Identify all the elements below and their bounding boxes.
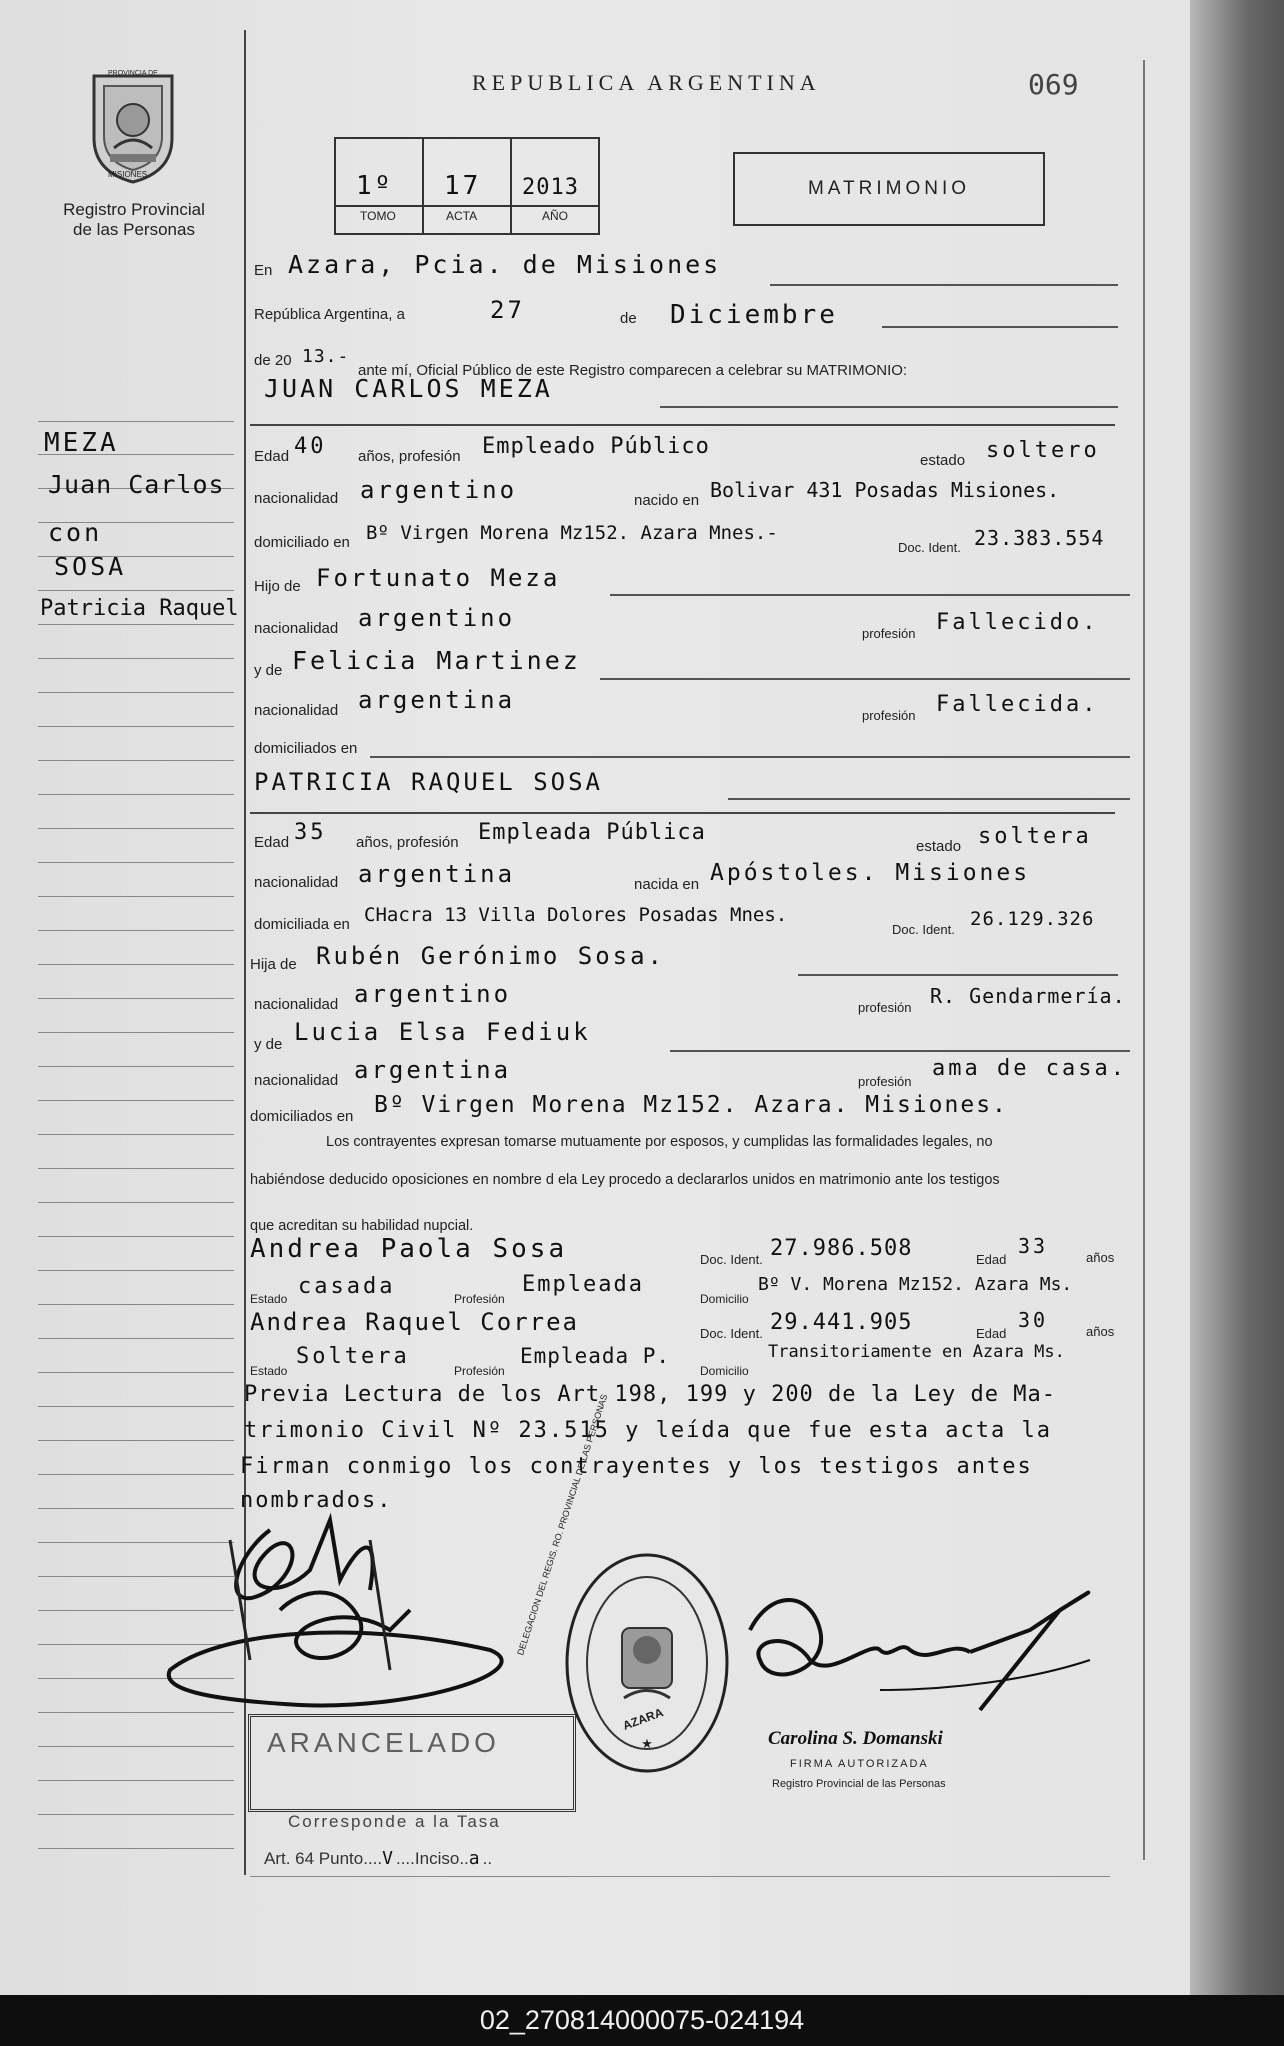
bride-mother-nat-label: nacionalidad: [254, 1072, 339, 1089]
groom-yde-label: y de: [254, 662, 283, 679]
witness1-edad-label: Edad: [976, 1252, 1007, 1267]
republica-label: República Argentina, a: [254, 306, 405, 323]
bride-doc: 26.129.326: [970, 908, 1095, 930]
country-title: REPUBLICA ARGENTINA: [472, 70, 821, 95]
margin-name-bride: Patricia Raquel: [40, 596, 239, 621]
row-groom-mother-nat: [250, 686, 1130, 726]
margin-surname-groom: MEZA: [44, 428, 119, 458]
bride-mother-profession: ama de casa.: [932, 1056, 1127, 1081]
bride-hija-label: Hija de: [250, 956, 297, 973]
registry-name-line2: de las Personas: [73, 220, 195, 239]
witness2-doc: 29.441.905: [770, 1310, 913, 1335]
groom-nationality: argentino: [360, 476, 518, 504]
groom-doc-label: Doc. Ident.: [898, 540, 961, 555]
margin-con: con: [48, 518, 103, 547]
bride-profesion-label: años, profesión: [356, 834, 459, 851]
witness2-civil-state: Soltera: [296, 1344, 410, 1369]
acta-value: 17: [444, 171, 482, 201]
book-edge: [1190, 0, 1284, 1995]
tasa-line1: Corresponde a la Tasa: [288, 1812, 501, 1831]
bride-domicilio-label: domiciliada en: [254, 916, 350, 933]
witness1-doc-label: Doc. Ident.: [700, 1252, 763, 1267]
groom-hijo-label: Hijo de: [254, 578, 301, 595]
row-bride-parents-address: [250, 1092, 1130, 1132]
bride-mother: Lucia Elsa Fediuk: [294, 1018, 591, 1046]
bride-father-nationality: argentino: [354, 980, 512, 1008]
margin-surname-bride: SOSA: [54, 552, 127, 581]
groom-mother-nat-label: nacionalidad: [254, 702, 339, 719]
row-groom-mother: [250, 644, 1130, 684]
witness1-name: Andrea Paola Sosa: [250, 1234, 568, 1264]
bride-estado-label: estado: [916, 838, 962, 855]
bride-nacionalidad-label: nacionalidad: [254, 874, 339, 891]
witness1-anos-label: años: [1086, 1250, 1115, 1265]
groom-edad-label: Edad: [254, 448, 290, 465]
tasa-line2: Art. 64 Punto....V....Inciso..a..: [264, 1848, 493, 1869]
groom-mother: Felicia Martinez: [292, 646, 581, 675]
groom-mother-prof-label: profesión: [862, 708, 916, 723]
row-bride-address: [250, 900, 1130, 940]
bride-father: Rubén Gerónimo Sosa.: [316, 942, 665, 970]
witness2-dom-label: Domicilio: [700, 1364, 749, 1378]
row-groom-address: [250, 518, 1130, 558]
witness2-estado-label: Estado: [250, 1364, 288, 1378]
groom-age: 40: [294, 434, 327, 459]
registry-seal: [562, 1548, 732, 1778]
official-org: Registro Provincial de las Personas: [772, 1778, 946, 1790]
bride-edad-label: Edad: [254, 834, 290, 851]
bride-parents-dom-label: domiciliados en: [250, 1108, 354, 1125]
closing-line1: Previa Lectura de los Art 198, 199 y 200 de la Ley de Ma-: [244, 1382, 1056, 1407]
row-bride-mother-nat: [250, 1056, 1130, 1096]
seal-text: DELEGACION DEL REGIS. RO. PROVINCIAL DE LAS PERSONAS: [515, 1392, 610, 1657]
right-border: [1143, 60, 1145, 1860]
groom-father: Fortunato Meza: [316, 564, 561, 592]
official-signature: [730, 1570, 1110, 1720]
file-code-bar: [0, 1995, 1284, 2046]
arancelado-stamp: [248, 1714, 576, 1812]
row-bride-father-nat: [250, 980, 1130, 1020]
svg-text:★: ★: [641, 1736, 653, 1751]
declaration-line1: Los contrayentes expresan tomarse mutuamente por esposos, y cumplidas las formalidades legales, no: [326, 1134, 993, 1150]
bride-parents-address: Bº Virgen Morena Mz152. Azara. Misiones.: [374, 1092, 1008, 1118]
row-groom-father-nat: [250, 604, 1130, 644]
bride-father-prof-label: profesión: [858, 1000, 912, 1015]
witness2-prof-label: Profesión: [454, 1364, 505, 1378]
bride-doc-label: Doc. Ident.: [892, 922, 955, 937]
row-witness2-details: [250, 1342, 1130, 1382]
groom-father-nat-label: nacionalidad: [254, 620, 339, 637]
act-type: MATRIMONIO: [807, 178, 971, 199]
witness2-anos-label: años: [1086, 1324, 1115, 1339]
row-witness1-details: [250, 1270, 1130, 1310]
tasa-punto: V: [382, 1848, 396, 1869]
bride-father-nat-label: nacionalidad: [254, 996, 339, 1013]
witness2-age: 30: [1018, 1308, 1049, 1332]
witness2-name: Andrea Raquel Correa: [250, 1308, 579, 1336]
witness1-estado-label: Estado: [250, 1292, 288, 1306]
groom-parents-dom-label: domiciliados en: [254, 740, 358, 757]
bride-nacida-label: nacida en: [634, 876, 700, 893]
row-bride-mother: [250, 1016, 1130, 1056]
declaration-line2: habiéndose deducido oposiciones en nombre d ela Ley procedo a declararlos unidos en matrimonio ante los testigos: [250, 1172, 1000, 1188]
record-number-box: [334, 137, 600, 235]
crest-icon: [84, 68, 182, 186]
province-crest: [84, 68, 182, 186]
seal-town: AZARA: [620, 1705, 666, 1733]
groom-mother-nationality: argentina: [358, 686, 516, 714]
row-groom-age: [250, 430, 1130, 470]
tomo-value: 1º: [356, 171, 394, 201]
bride-yde-label: y de: [254, 1036, 283, 1053]
witness2-edad-label: Edad: [976, 1326, 1007, 1341]
intro-text: ante mí, Oficial Público de este Registro comparecen a celebrar su MATRIMONIO:: [358, 362, 908, 379]
groom-address: Bº Virgen Morena Mz152. Azara Mnes.-: [366, 522, 778, 544]
witness2-profession: Empleada P.: [520, 1344, 671, 1368]
witness1-age: 33: [1018, 1234, 1049, 1258]
groom-profesion-label: años, profesión: [358, 448, 461, 465]
groom-father-profession: Fallecido.: [936, 610, 1099, 635]
row-groom-parents-address: [250, 728, 1130, 768]
bride-age: 35: [294, 820, 327, 845]
closing-line4: nombrados.: [240, 1488, 393, 1513]
bride-name: PATRICIA RAQUEL SOSA: [254, 768, 603, 796]
groom-profession: Empleado Público: [482, 434, 710, 459]
groom-father-nationality: argentino: [358, 604, 516, 632]
groom-estado-label: estado: [920, 452, 966, 469]
groom-father-prof-label: profesión: [862, 626, 916, 641]
witness2-doc-label: Doc. Ident.: [700, 1326, 763, 1341]
tasa-inciso: a: [468, 1848, 483, 1869]
groom-domicilio-label: domiciliado en: [254, 534, 350, 551]
crest-bottom-text: MISIONES: [108, 170, 148, 179]
act-type-box: [733, 152, 1045, 226]
anio-value: 2013: [522, 175, 579, 200]
registry-name: [50, 200, 218, 240]
official-name: Carolina S. Domanski: [768, 1728, 943, 1749]
witness1-dom-label: Domicilio: [700, 1292, 749, 1306]
bride-address: CHacra 13 Villa Dolores Posadas Mnes.: [364, 904, 788, 926]
groom-birthplace: Bolivar 431 Posadas Misiones.: [710, 478, 1060, 502]
groom-civil-state: soltero: [986, 438, 1100, 463]
groom-nacido-label: nacido en: [634, 492, 700, 509]
row-bride-nationality: [250, 858, 1130, 898]
row-witness1: [250, 1232, 1130, 1272]
place-value: Azara, Pcia. de Misiones: [288, 250, 722, 279]
tomo-label: TOMO: [360, 209, 396, 223]
year-value: 13.-: [302, 346, 350, 367]
crest-top-text: PROVINCIA DE: [108, 70, 158, 77]
witness1-doc: 27.986.508: [770, 1236, 913, 1261]
closing-line2: trimonio Civil Nº 23.515 y leída que fue esta acta la: [244, 1418, 1052, 1443]
witness2-address: Transitoriamente en Azara Ms.: [768, 1342, 1065, 1362]
registry-name-line1: Registro Provincial: [63, 200, 205, 219]
witness1-civil-state: casada: [298, 1274, 396, 1299]
row-witness2: [250, 1306, 1130, 1346]
tasa-art: Art. 64 Punto: [264, 1849, 364, 1868]
declaration-line3: que acreditan su habilidad nupcial.: [250, 1218, 474, 1234]
row-groom-father: [250, 560, 1130, 600]
tasa-inciso-label: Inciso: [414, 1849, 460, 1868]
day-value: 27: [490, 296, 525, 324]
closing-line3: Firman conmigo los contrayentes y los testigos antes: [240, 1454, 1033, 1479]
acta-label: ACTA: [446, 209, 478, 223]
groom-name: JUAN CARLOS MEZA: [264, 374, 553, 403]
bride-birthplace: Apóstoles. Misiones: [710, 860, 1031, 886]
bride-profession: Empleada Pública: [478, 820, 706, 845]
year-prefix: de 20: [254, 352, 292, 369]
row-bride-father: [250, 940, 1130, 980]
witness1-profession: Empleada: [522, 1272, 644, 1297]
bride-nationality: argentina: [358, 860, 516, 888]
groom-nacionalidad-label: nacionalidad: [254, 490, 339, 507]
row-date: [250, 292, 1130, 332]
witness1-address: Bº V. Morena Mz152. Azara Ms.: [758, 1274, 1073, 1295]
bride-mother-prof-label: profesión: [858, 1074, 912, 1089]
folio-number: 069: [1028, 68, 1079, 101]
bride-father-profession: R. Gendarmería.: [930, 984, 1126, 1008]
arancelado-text: ARANCELADO: [267, 1727, 500, 1758]
en-label: En: [254, 262, 273, 279]
row-bride-age: [250, 816, 1130, 856]
row-bride-name: [250, 764, 1130, 804]
anio-label: AÑO: [542, 209, 569, 223]
row-place: [250, 250, 1130, 290]
file-code: 02_270814000075-024194: [479, 2005, 805, 2035]
witness1-prof-label: Profesión: [454, 1292, 505, 1306]
margin-name-groom: Juan Carlos: [48, 470, 225, 499]
groom-mother-profession: Fallecida.: [936, 692, 1099, 717]
groom-doc: 23.383.554: [974, 526, 1105, 550]
month-value: Diciembre: [670, 300, 838, 330]
bride-civil-state: soltera: [978, 824, 1092, 849]
de-label: de: [620, 310, 637, 327]
row-groom-nationality: [250, 474, 1130, 514]
row-groom-name: [250, 372, 1130, 412]
official-role: FIRMA AUTORIZADA: [790, 1758, 929, 1770]
bride-mother-nationality: argentina: [354, 1056, 512, 1084]
